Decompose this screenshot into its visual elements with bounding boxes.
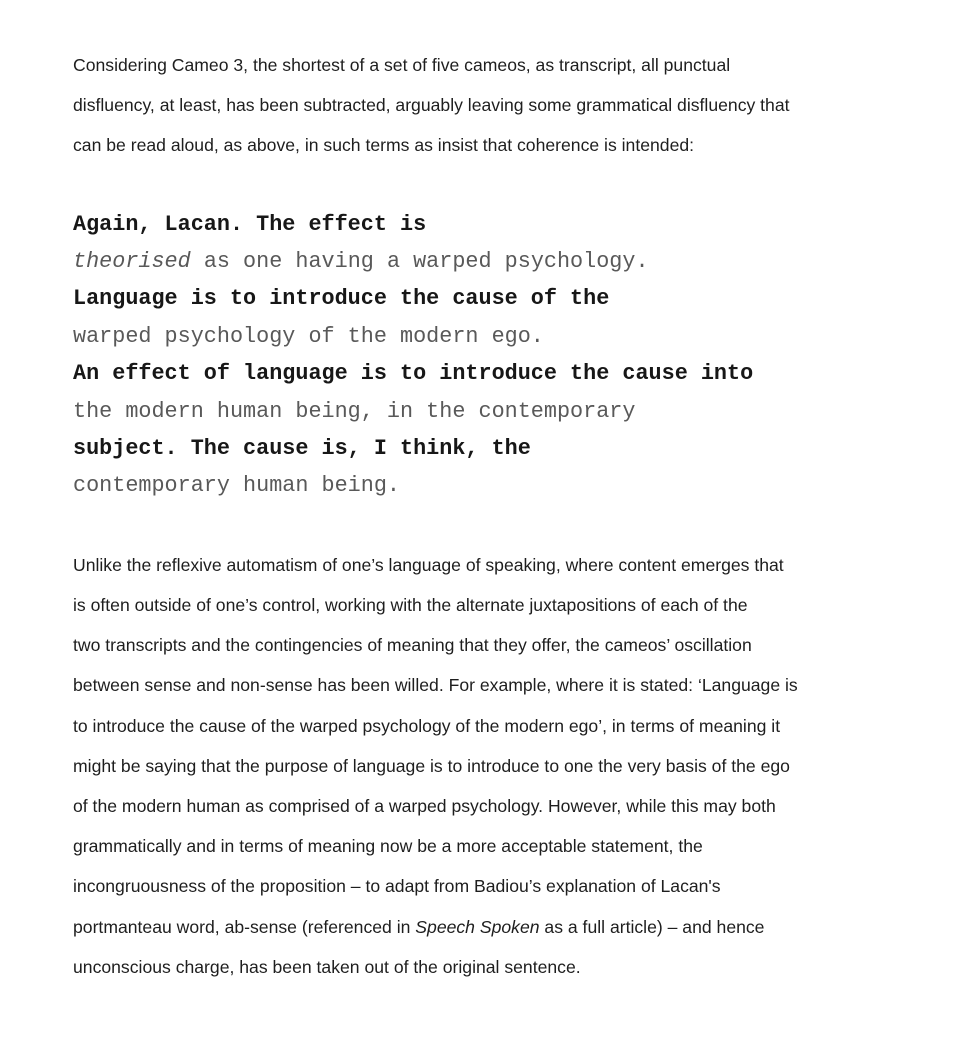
- text-segment: between sense and non-sense has been willed. For example, where it is stated: ‘Language is: [73, 675, 798, 696]
- text-line: [73, 947, 922, 987]
- text-line: [73, 866, 922, 906]
- text-segment: Considering Cameo 3, the shortest of a set of five cameos, as transcript, all punctual: [73, 55, 731, 75]
- text-line: [73, 907, 922, 947]
- text-segment: contemporary human being.: [73, 473, 401, 499]
- text-segment: An effect of language is to introduce the cause into: [73, 361, 754, 387]
- text-segment: subject. The cause is, I think, the: [73, 436, 531, 462]
- text-segment: Again, Lacan. The effect is: [73, 211, 427, 237]
- text-segment: grammatically and in terms of meaning now be a more acceptable statement, the: [73, 836, 703, 857]
- text-line: [73, 355, 922, 392]
- text-segment: to introduce the cause of the warped psychology of the modern ego’, in terms of meaning it: [73, 715, 781, 736]
- text-line: [73, 243, 922, 280]
- text-segment: the modern human being, in the contemporary: [73, 398, 636, 424]
- text-segment: disfluency, at least, has been subtracted, arguably leaving some grammatical disfluency that: [73, 95, 790, 116]
- text-segment: Unlike the reflexive automatism of one’s language of speaking, where content emerges that: [73, 554, 784, 575]
- text-line: [73, 826, 922, 866]
- text-segment: might be saying that the purpose of language is to introduce to one the very basis of the ego: [73, 755, 790, 776]
- cameo-transcript: [73, 206, 922, 505]
- text-segment: unconscious charge, has been taken out of the original sentence.: [73, 956, 581, 977]
- text-line: [73, 393, 922, 430]
- text-segment: Language is to introduce the cause of the: [73, 286, 610, 312]
- text-line: [73, 665, 922, 705]
- discussion-paragraph: [73, 545, 922, 987]
- text-segment: as a full article) – and hence: [539, 916, 765, 937]
- text-line: [73, 786, 922, 826]
- text-segment: portmanteau word, ab-sense (referenced in: [73, 916, 416, 937]
- italic-text-segment: theorised: [73, 249, 191, 275]
- text-segment: can be read aloud, as above, in such terms as insist that coherence is intended:: [73, 135, 695, 156]
- text-line: [73, 545, 922, 585]
- text-segment: of the modern human as comprised of a warped psychology. However, while this may both: [73, 796, 776, 817]
- intro-paragraph: [73, 45, 922, 166]
- text-line: [73, 746, 922, 786]
- italic-text-segment: Speech Spoken: [415, 916, 540, 937]
- text-line: [73, 706, 922, 746]
- text-line: [73, 318, 922, 355]
- text-segment: is often outside of one’s control, working with the alternate juxtapositions of each of the: [73, 595, 748, 616]
- text-segment: two transcripts and the contingencies of meaning that they offer, the cameos’ oscillation: [73, 635, 752, 656]
- text-line: [73, 45, 922, 85]
- text-line: [73, 280, 922, 317]
- text-line: [73, 206, 922, 243]
- text-segment: warped psychology of the modern ego.: [73, 323, 544, 349]
- text-segment: incongruousness of the proposition – to adapt from Badiou’s explanation of Lacan's: [73, 876, 721, 897]
- text-line: [73, 85, 922, 125]
- text-line: [73, 467, 922, 504]
- text-line: [73, 585, 922, 625]
- text-line: [73, 125, 922, 165]
- text-segment: as one having a warped psychology.: [190, 249, 649, 275]
- text-line: [73, 625, 922, 665]
- text-line: [73, 430, 922, 467]
